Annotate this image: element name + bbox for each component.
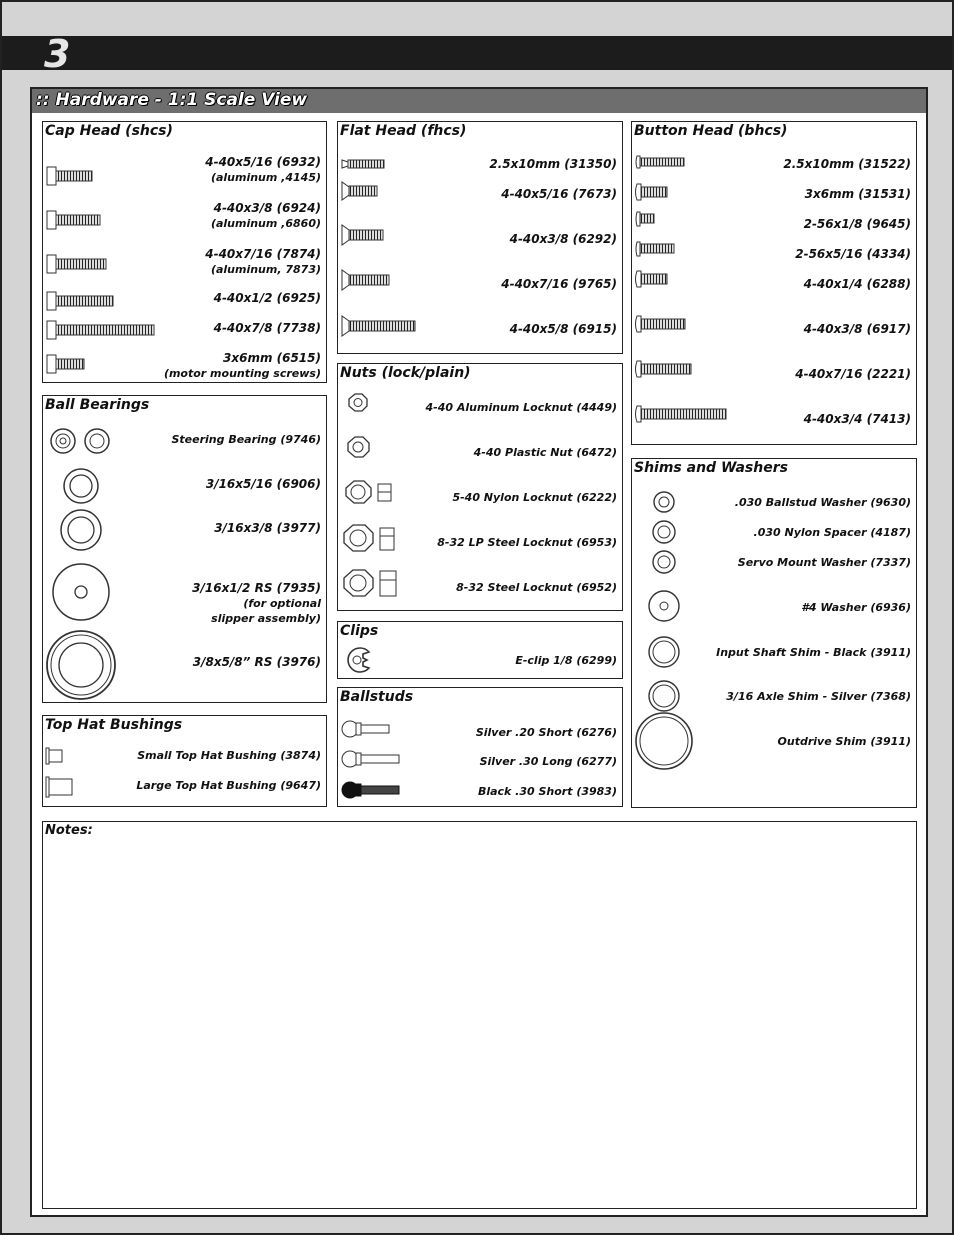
flat-head-panel <box>337 121 623 354</box>
flat-head-screw-icon <box>340 152 430 352</box>
bushing-item: Large Top Hat Bushing (9647) <box>136 779 321 792</box>
shims-panel <box>631 458 917 808</box>
cap-head-item: 4-40x1/2 (6925) <box>213 291 321 305</box>
nut-item: 4-40 Aluminum Locknut (4449) <box>425 401 617 414</box>
notes-panel <box>42 821 917 1209</box>
cap-head-item: 4-40x7/8 (7738) <box>213 321 321 335</box>
washer-item: .030 Ballstud Washer (9630) <box>734 496 911 509</box>
washer-item: .030 Nylon Spacer (4187) <box>753 526 911 539</box>
button-head-item: 4-40x3/4 (7413) <box>803 412 911 426</box>
button-head-item: 4-40x7/16 (2221) <box>795 367 911 381</box>
bearing-icon <box>45 424 125 704</box>
ball-bearings-panel <box>42 395 327 703</box>
cap-head-item: 4-40x7/16 (7874) (aluminum, 7873) <box>205 247 321 276</box>
ballstud-item: Silver .30 Long (6277) <box>479 755 617 768</box>
cap-head-item: 3x6mm (6515) (motor mounting screws) <box>163 351 321 380</box>
cap-head-panel <box>42 121 327 383</box>
button-head-item: 2.5x10mm (31522) <box>783 157 911 171</box>
button-head-panel <box>631 121 917 445</box>
nuts-panel <box>337 363 623 611</box>
section-title-bar <box>32 89 926 113</box>
bearing-item: 3/16x1/2 RS (7935) (for optional slipper assembly) <box>192 581 321 625</box>
ballstud-icon <box>340 718 410 806</box>
ballstuds-panel <box>337 687 623 807</box>
nut-item: 8-32 Steel Locknut (6952) <box>456 581 617 594</box>
clips-title: Clips <box>340 623 379 639</box>
washer-item: Outdrive Shim (3911) <box>777 735 911 748</box>
washer-item: Servo Mount Washer (7337) <box>737 556 911 569</box>
cap-head-item: 4-40x3/8 (6924) (aluminum ,6860) <box>210 201 321 230</box>
top-hat-title: Top Hat Bushings <box>45 717 183 733</box>
top-hat-panel <box>42 715 327 807</box>
button-head-item: 4-40x1/4 (6288) <box>803 277 911 291</box>
e-clip-icon <box>341 644 375 676</box>
flat-head-item: 4-40x5/8 (6915) <box>509 322 617 336</box>
bushing-icon <box>45 746 85 802</box>
button-head-screw-icon <box>634 152 734 442</box>
bearing-item: 3/16x5/16 (6906) <box>205 477 321 491</box>
cap-head-item: 4-40x5/16 (6932) (aluminum ,4145) <box>205 155 321 184</box>
button-head-item: 2-56x1/8 (9645) <box>803 217 911 231</box>
hardware-content <box>30 87 928 1217</box>
bearing-item: 3/8x5/8” RS (3976) <box>192 655 321 669</box>
ballstud-item: Black .30 Short (3983) <box>477 785 617 798</box>
bearing-item: 3/16x3/8 (3977) <box>214 521 321 535</box>
washer-icon <box>634 485 704 775</box>
bushing-item: Small Top Hat Bushing (3874) <box>137 749 321 762</box>
shims-title: Shims and Washers <box>634 460 788 476</box>
ballstud-item: Silver .20 Short (6276) <box>475 726 617 739</box>
flat-head-item: 2.5x10mm (31350) <box>489 157 617 171</box>
washer-item: #4 Washer (6936) <box>801 601 911 614</box>
ballstuds-title: Ballstuds <box>340 689 414 705</box>
flat-head-item: 4-40x5/16 (7673) <box>501 187 617 201</box>
flat-head-item: 4-40x7/16 (9765) <box>501 277 617 291</box>
bearing-item: Steering Bearing (9746) <box>171 433 321 446</box>
button-head-item: 2-56x5/16 (4334) <box>795 247 911 261</box>
nut-icon <box>340 390 410 610</box>
header-bar <box>2 32 952 76</box>
nut-item: 8-32 LP Steel Locknut (6953) <box>437 536 617 549</box>
button-head-title: Button Head (bhcs) <box>634 123 788 139</box>
section-title: :: Hardware - 1:1 Scale View <box>36 90 308 110</box>
flat-head-item: 4-40x3/8 (6292) <box>509 232 617 246</box>
nut-item: 4-40 Plastic Nut (6472) <box>473 446 617 459</box>
nut-item: 5-40 Nylon Locknut (6222) <box>452 491 617 504</box>
nuts-title: Nuts (lock/plain) <box>340 365 471 381</box>
washer-item: 3/16 Axle Shim - Silver (7368) <box>726 690 911 703</box>
ball-bearings-title: Ball Bearings <box>45 397 150 413</box>
cap-head-title: Cap Head (shcs) <box>45 123 173 139</box>
clips-panel <box>337 621 623 679</box>
washer-item: Input Shaft Shim - Black (3911) <box>716 646 911 659</box>
button-head-item: 3x6mm (31531) <box>804 187 911 201</box>
flat-head-title: Flat Head (fhcs) <box>340 123 467 139</box>
button-head-item: 4-40x3/8 (6917) <box>803 322 911 336</box>
clip-item: E-clip 1/8 (6299) <box>515 654 617 667</box>
notes-title: Notes: <box>45 823 93 838</box>
page-number: 3 <box>44 32 70 76</box>
cap-head-screw-icon <box>45 162 165 382</box>
